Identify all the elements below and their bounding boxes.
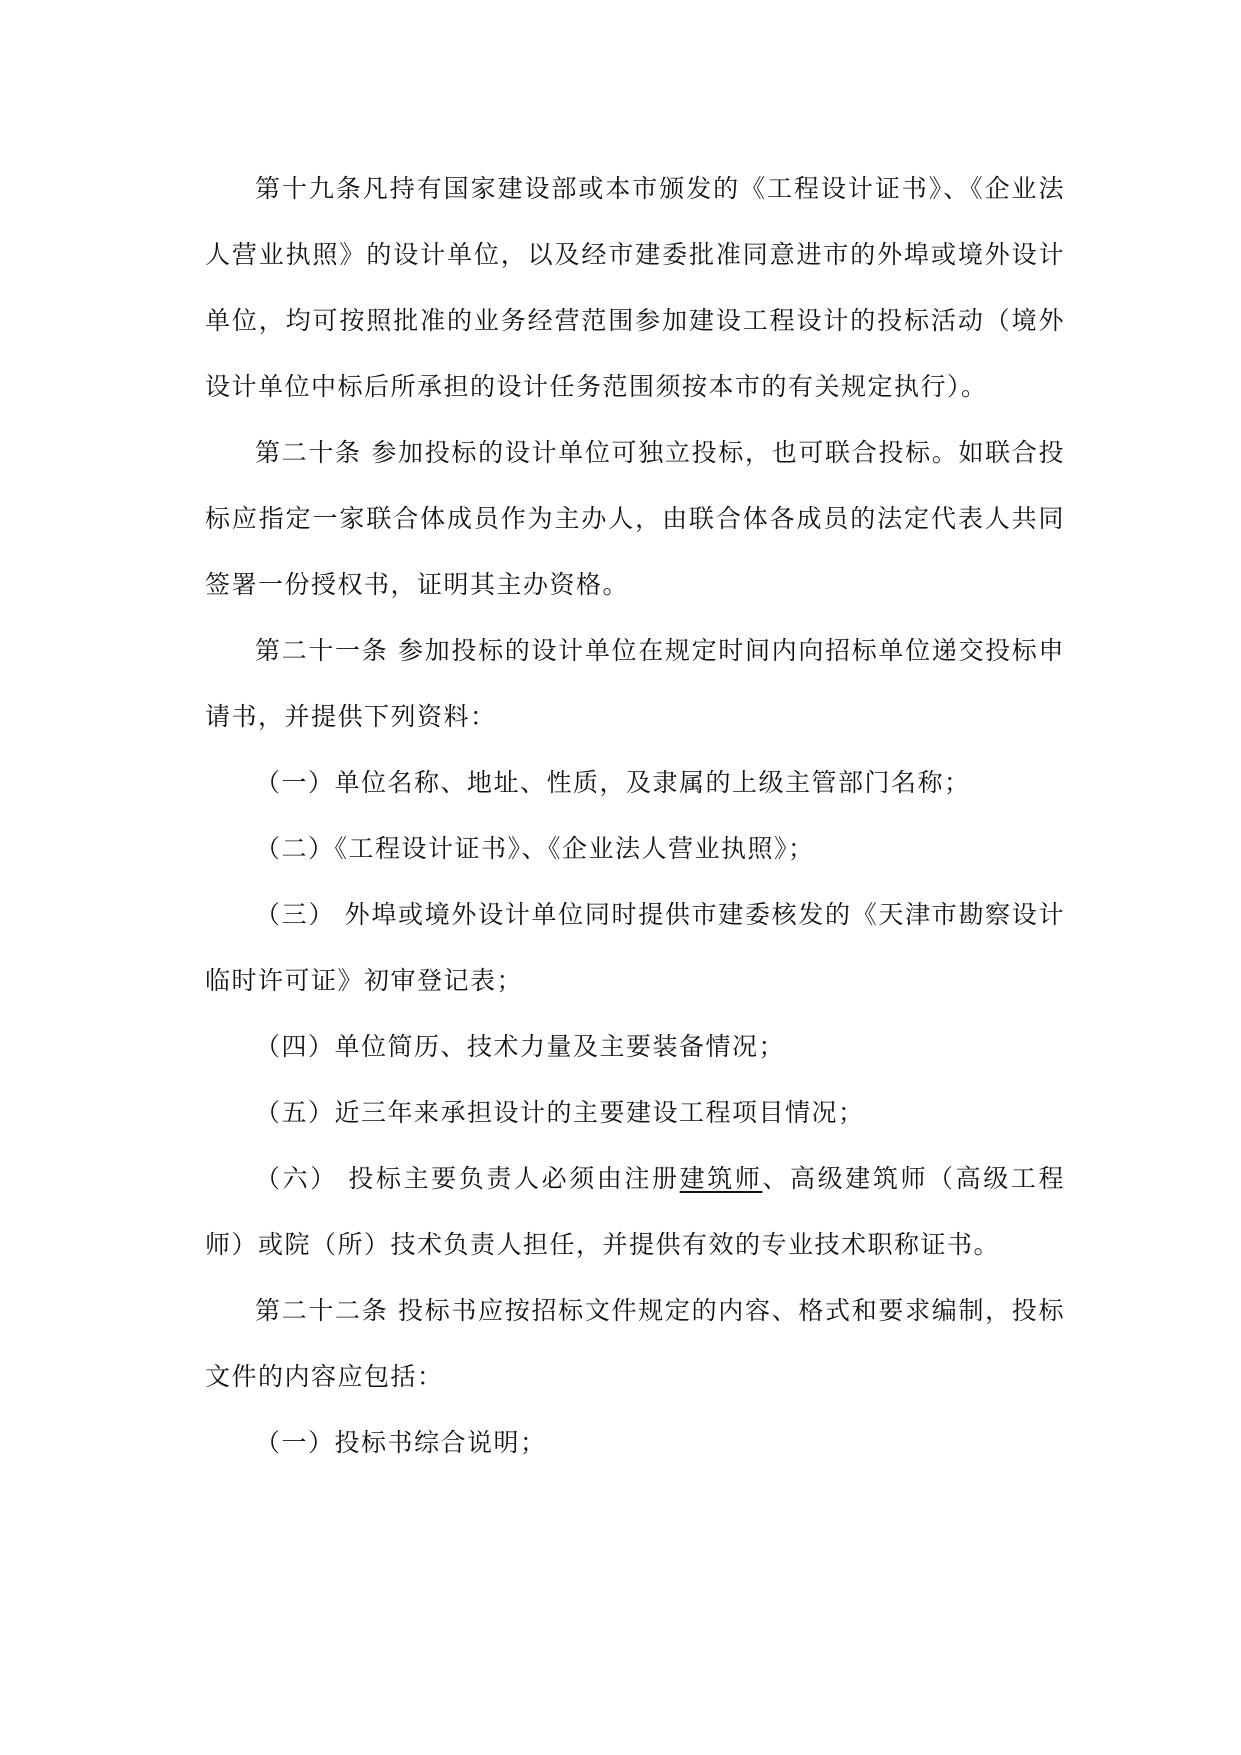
article-22-paragraph: 第二十二条 投标书应按招标文件规定的内容、格式和要求编制，投标文件的内容应包括： <box>205 1296 1065 1391</box>
document-body <box>205 156 1065 1476</box>
article-19-paragraph: 第十九条凡持有国家建设部或本市颁发的《工程设计证书》、《企业法人营业执照》的设计单位，以及经市建委批准同意进市的外埠或境外设计单位，均可按照批准的业务经营范围参加建设工程设计的投标活动（境外设计单位中标后所承担的设计任务范围须按本市的有关规定执行）。 <box>205 174 1065 401</box>
article-21-item-4: （四）单位简历、技术力量及主要装备情况； <box>255 1032 786 1061</box>
article-21-item-5: （五）近三年来承担设计的主要建设工程项目情况； <box>255 1098 865 1127</box>
article-21-paragraph: 第二十一条 参加投标的设计单位在规定时间内向招标单位递交投标申请书，并提供下列资料： <box>205 636 1065 731</box>
article-21-item-2: （二）《工程设计证书》、《企业法人营业执照》； <box>255 834 815 863</box>
article-21-item-1: （一）单位名称、地址、性质，及隶属的上级主管部门名称； <box>255 768 971 797</box>
item-6-text-start: （六） 投标主要负责人必须由注册 <box>255 1164 680 1193</box>
article-21-item-3: （三） 外埠或境外设计单位同时提供市建委核发的《天津市勘察设计临时许可证》初审登记表； <box>205 900 1065 995</box>
article-20-paragraph: 第二十条 参加投标的设计单位可独立投标，也可联合投标。如联合投标应指定一家联合体成员作为主办人，由联合体各成员的法定代表人共同签署一份授权书，证明其主办资格。 <box>205 438 1065 599</box>
underlined-term-architect: 建筑师 <box>679 1164 763 1193</box>
article-21-item-6 <box>205 1146 1065 1278</box>
item-6-text-end: 、高级建筑师（高级工程师）或院（所）技术负责人担任，并提供有效的专业技术职称证书。 <box>205 1164 1065 1259</box>
article-22-item-1: （一）投标书综合说明； <box>255 1428 547 1457</box>
